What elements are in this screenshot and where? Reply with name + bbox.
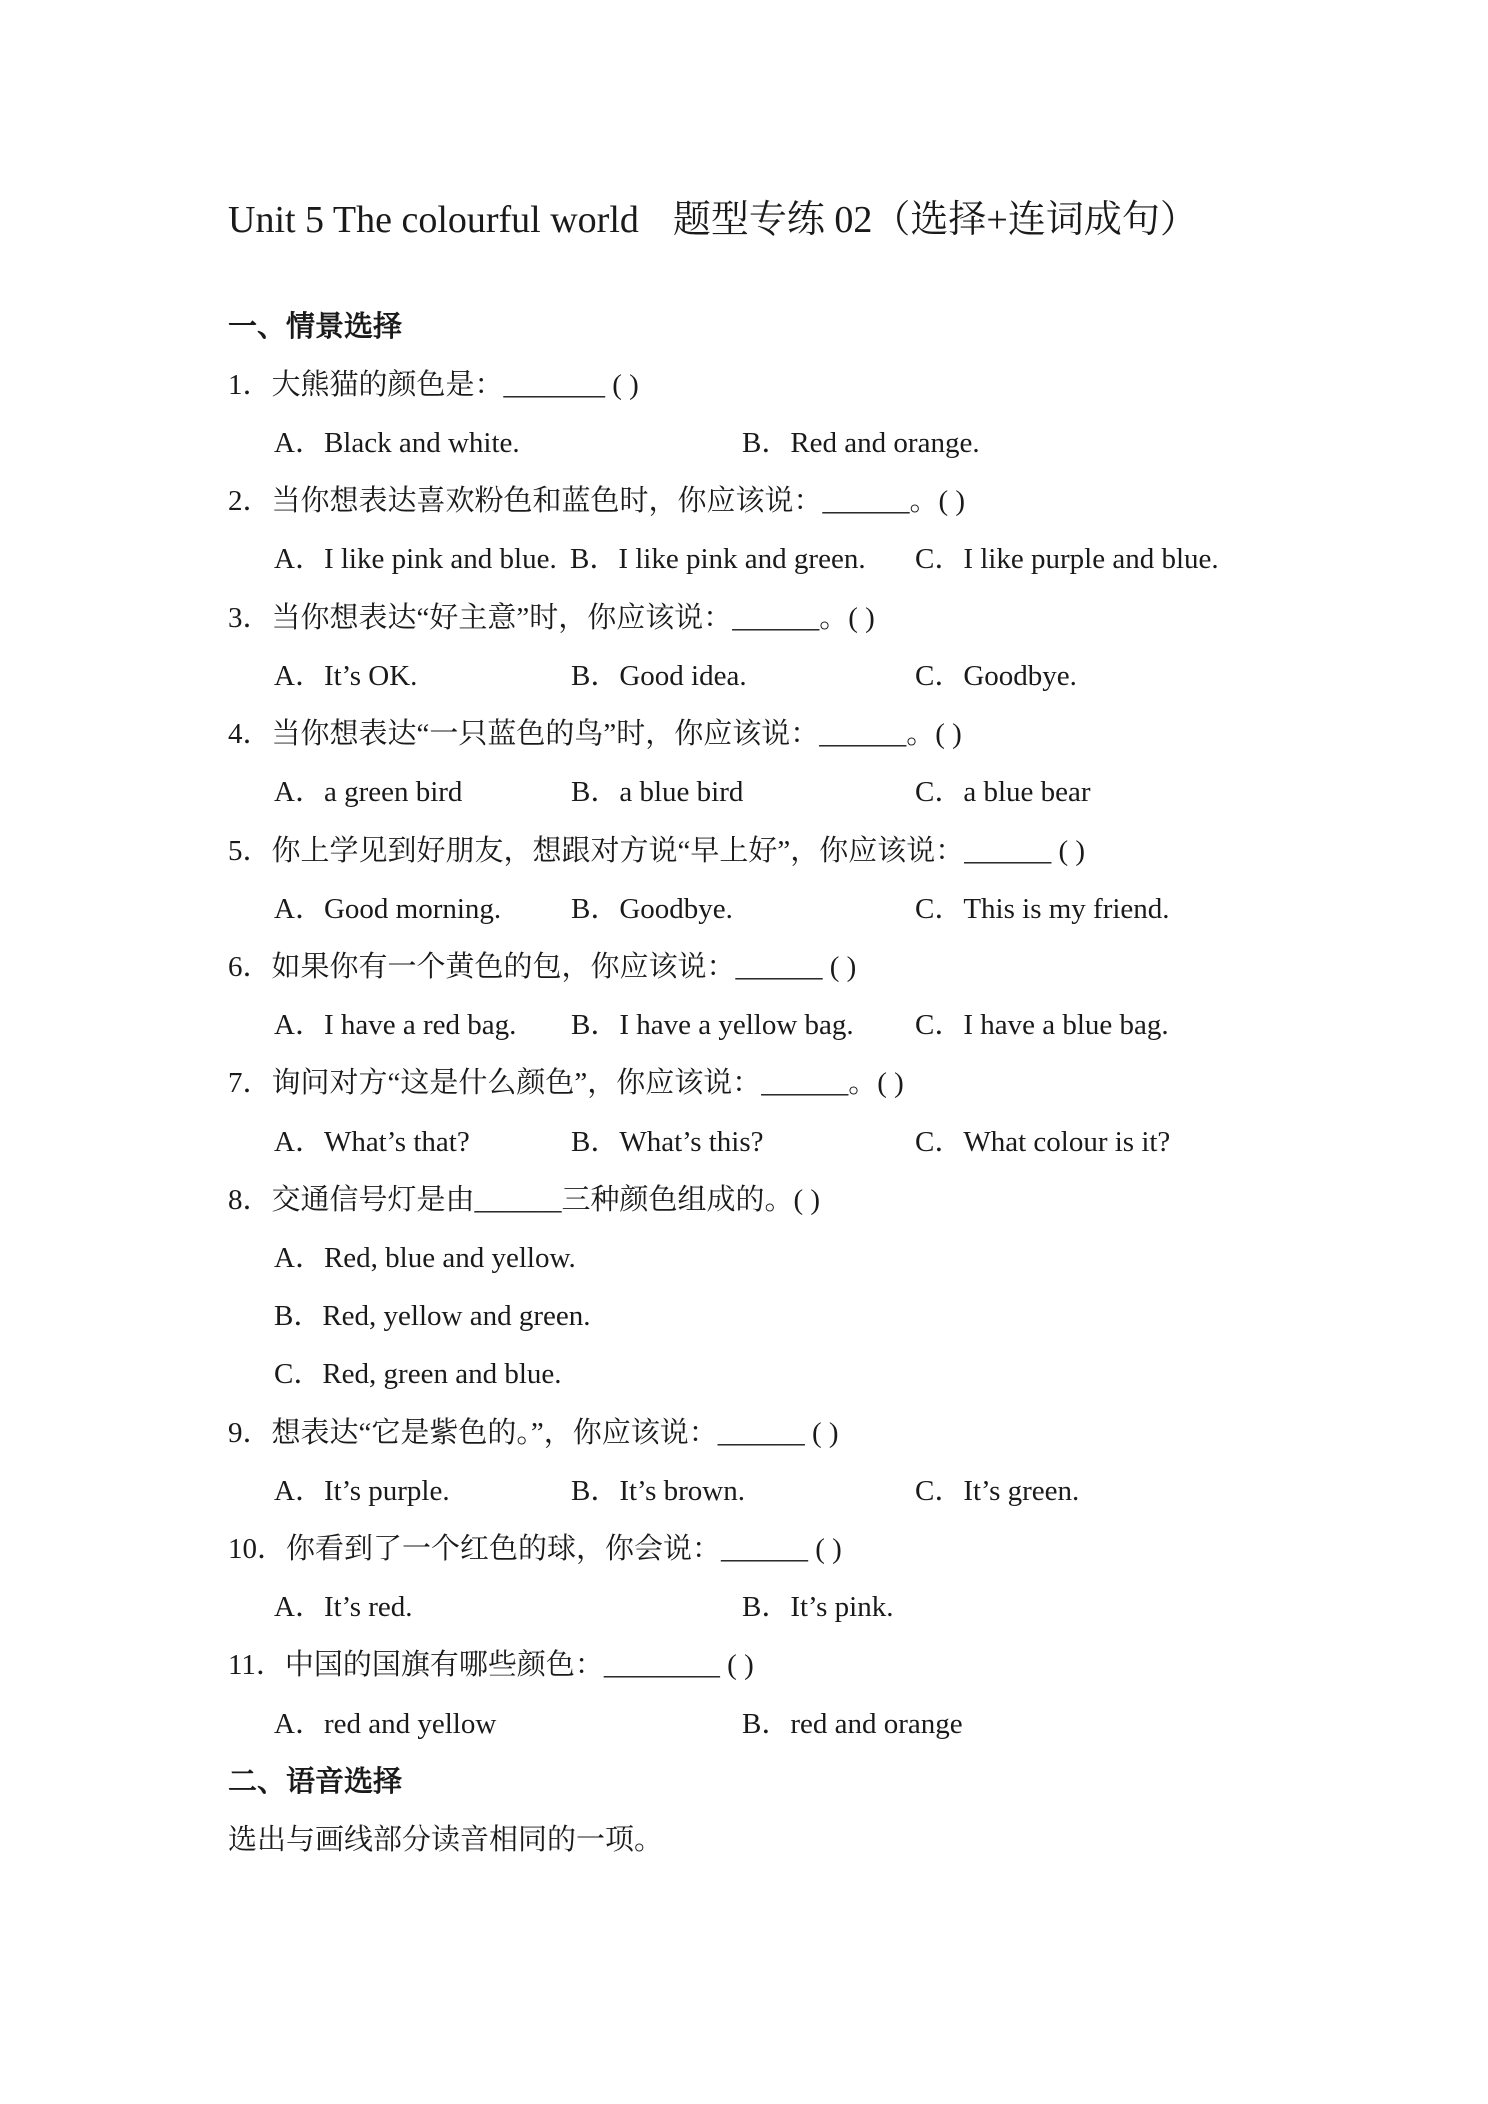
option-a: A．I have a red bag. — [274, 1009, 517, 1041]
option-b: B．It’s pink. — [742, 1591, 894, 1623]
option-c: C．I like purple and blue. — [915, 543, 1219, 575]
option-a: A．I like pink and blue. — [274, 543, 557, 575]
question-1: 1．大熊猫的颜色是：_______ ( ) — [228, 369, 639, 401]
question-3: 3．当你想表达“好主意”时，你应该说：______。( ) — [228, 602, 875, 634]
option-a: A．It’s red. — [274, 1591, 413, 1623]
question-5: 5．你上学见到好朋友，想跟对方说“早上好”，你应该说：______ ( ) — [228, 835, 1086, 867]
section-heading-phonics-choice: 二、语音选择 — [228, 1766, 403, 1798]
option-b: B．red and orange — [742, 1708, 963, 1740]
option-c: C．a blue bear — [915, 776, 1091, 808]
option-a: A．What’s that? — [274, 1126, 470, 1158]
option-a: A．Red, blue and yellow. — [274, 1242, 576, 1274]
question-10: 10．你看到了一个红色的球，你会说：______ ( ) — [228, 1533, 842, 1565]
option-a: A．Black and white. — [274, 427, 520, 459]
option-c: C．I have a blue bag. — [915, 1009, 1169, 1041]
option-a: A．It’s OK. — [274, 660, 418, 692]
option-b: B．I have a yellow bag. — [571, 1009, 854, 1041]
option-b: B．a blue bird — [571, 776, 744, 808]
option-b: B．What’s this? — [571, 1126, 764, 1158]
option-c: C．Red, green and blue. — [274, 1358, 562, 1390]
option-a: A．red and yellow — [274, 1708, 497, 1740]
question-7: 7．询问对方“这是什么颜色”，你应该说：______。( ) — [228, 1067, 904, 1099]
option-c: C．It’s green. — [915, 1475, 1080, 1507]
option-a: A．It’s purple. — [274, 1475, 450, 1507]
option-a: A．a green bird — [274, 776, 463, 808]
option-c: C．Goodbye. — [915, 660, 1077, 692]
page-title — [228, 190, 1328, 250]
option-c: C．What colour is it? — [915, 1126, 1171, 1158]
option-c: C．This is my friend. — [915, 893, 1170, 925]
question-11: 11．中国的国旗有哪些颜色：________ ( ) — [228, 1649, 754, 1681]
question-8: 8．交通信号灯是由______三种颜色组成的。( ) — [228, 1184, 821, 1216]
title-chinese: 题型专练 02（选择+连词成句） — [672, 199, 1198, 241]
option-b: B．Goodbye. — [571, 893, 733, 925]
option-b: B．It’s brown. — [571, 1475, 746, 1507]
option-b: B．Red, yellow and green. — [274, 1300, 591, 1332]
option-b: B．I like pink and green. — [570, 543, 866, 575]
question-2: 2．当你想表达喜欢粉色和蓝色时，你应该说：______。( ) — [228, 485, 966, 517]
question-6: 6．如果你有一个黄色的包，你应该说：______ ( ) — [228, 951, 857, 983]
section-instruction: 选出与画线部分读音相同的一项。 — [228, 1824, 664, 1856]
section-heading-situational-choice: 一、情景选择 — [228, 311, 403, 343]
option-a: A．Good morning. — [274, 893, 502, 925]
title-english: Unit 5 The colourful world — [228, 199, 639, 241]
option-b: B．Red and orange. — [742, 427, 980, 459]
question-9: 9．想表达“它是紫色的。”，你应该说：______ ( ) — [228, 1417, 839, 1449]
question-4: 4．当你想表达“一只蓝色的鸟”时，你应该说：______。( ) — [228, 718, 962, 750]
option-b: B．Good idea. — [571, 660, 747, 692]
